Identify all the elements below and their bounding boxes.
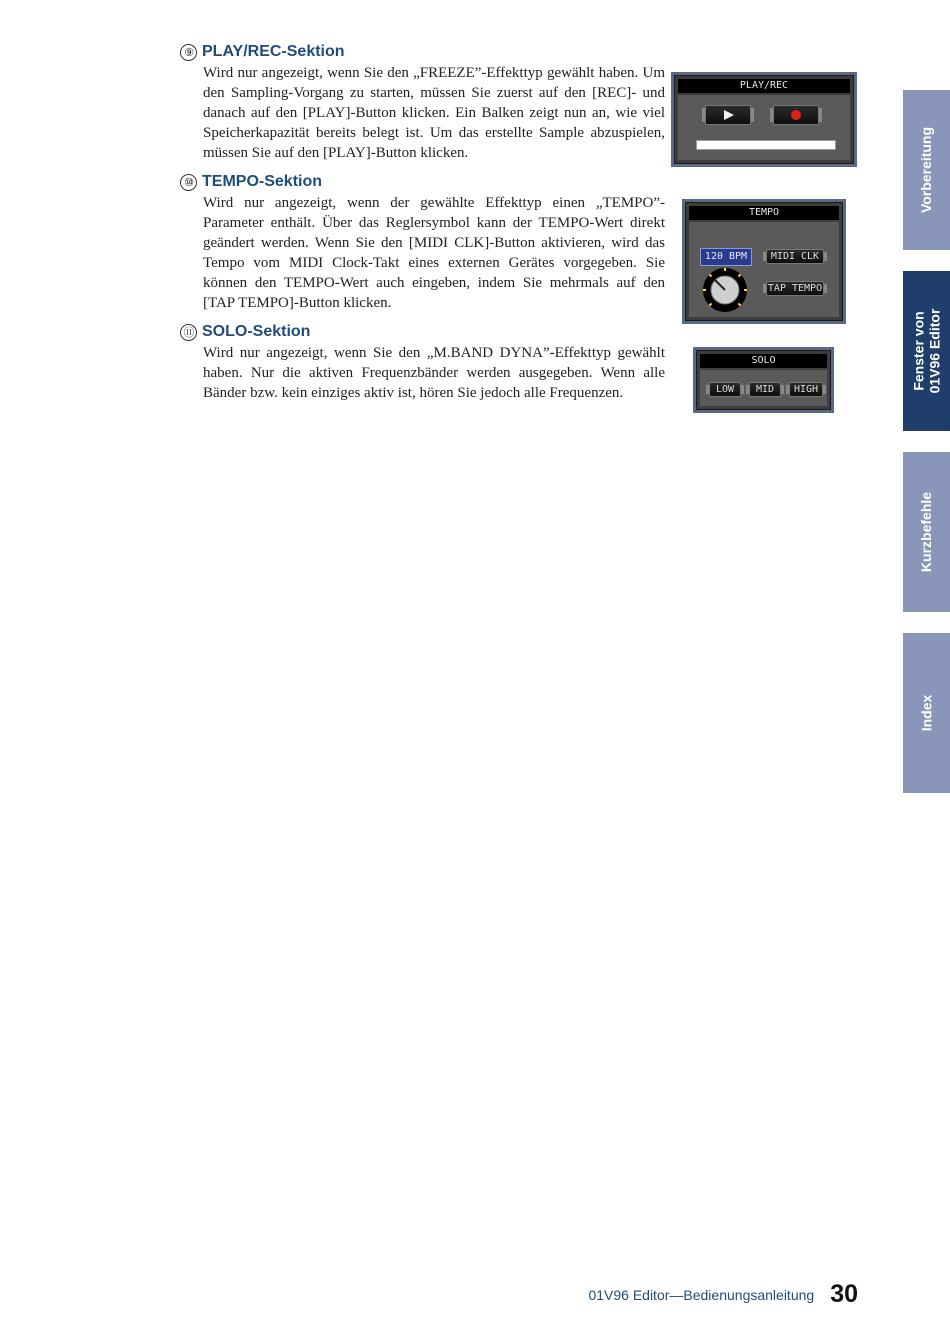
play-button[interactable] (705, 105, 751, 125)
tempo-knob[interactable] (701, 266, 749, 314)
play-rec-panel (671, 72, 857, 167)
solo-mid-button[interactable]: MID (749, 382, 781, 397)
tab-label: Kurzbefehle (918, 491, 935, 573)
section-title: PLAY/REC-Sektion (202, 43, 345, 60)
rec-button[interactable] (773, 105, 819, 125)
footer-title: 01V96 Editor—Bedienungsanleitung (588, 1286, 815, 1303)
section-play-rec (180, 41, 665, 163)
section-tempo (180, 171, 665, 313)
tab-label: Fenster von 01V96 Editor (910, 308, 943, 394)
solo-high-button[interactable]: HIGH (789, 382, 823, 397)
tempo-panel (682, 199, 846, 324)
section-number: ⑪ (180, 324, 197, 341)
section-solo (180, 321, 665, 403)
section-heading (180, 321, 665, 343)
section-title: TEMPO-Sektion (202, 173, 323, 190)
section-number: ⑩ (180, 174, 197, 191)
section-heading (180, 41, 665, 63)
tab-fenster-von-editor[interactable] (903, 271, 950, 431)
section-title: SOLO-Sektion (202, 323, 311, 340)
solo-panel-title: SOLO (700, 354, 827, 368)
tempo-bpm-display[interactable]: 120 BPM (700, 248, 752, 266)
tab-index[interactable] (903, 633, 950, 793)
tab-label: Vorbereitung (918, 126, 935, 214)
tab-vorbereitung[interactable] (903, 90, 950, 250)
midi-clk-button[interactable]: MIDI CLK (766, 249, 824, 264)
record-icon (774, 106, 818, 124)
section-body: Wird nur angezeigt, wenn Sie den „M.BAND DYNA”-Effekttyp gewählt haben. Nur die aktiven Frequenzbänder werden ausgegeben. Wenn alle Bänder bzw. kein einziges aktiv ist, hören Sie jedoch alle Frequenzen. (203, 345, 665, 401)
tap-tempo-button[interactable]: TAP TEMPO (767, 283, 823, 294)
section-number: ⑨ (180, 44, 197, 61)
play-rec-panel-title: PLAY/REC (678, 79, 850, 93)
section-body: Wird nur angezeigt, wenn der gewählte Effekttyp einen „TEMPO”-Parameter enthält. Über das Reglersymbol kann der TEMPO-Wert direkt geändert werden. Wenn Sie den [MIDI CLK]-Button aktivieren, wird das Tempo vom MIDI Clock-Takt eines externen Gerätes vorgegeben. Sie können den TEMPO-Wert auch eingeben, indem Sie mehrmals auf den [TAP TEMPO]-Button klicken. (203, 195, 665, 311)
tab-kurzbefehle[interactable] (903, 452, 950, 612)
play-icon (706, 106, 750, 124)
section-body: Wird nur angezeigt, wenn Sie den „FREEZE”-Effekttyp gewählt haben. Um den Sampling-Vorgang zu starten, müssen Sie zuerst auf den [REC]- und danach auf den [PLAY]-Button klicken. Ein Balken zeigt nun an, wie viel Speicherkapazität bereits belegt ist. Um das erstellte Sample abzuspielen, müssen Sie auf den [PLAY]-Button klicken. (203, 65, 665, 161)
section-heading (180, 171, 665, 193)
solo-panel (693, 347, 834, 413)
solo-low-button[interactable]: LOW (709, 382, 741, 397)
page-number: 30 (830, 1280, 858, 1308)
memory-usage-bar (696, 140, 836, 150)
tab-label: Index (918, 694, 935, 732)
page-footer (588, 1280, 858, 1309)
tempo-panel-title: TEMPO (689, 206, 839, 220)
